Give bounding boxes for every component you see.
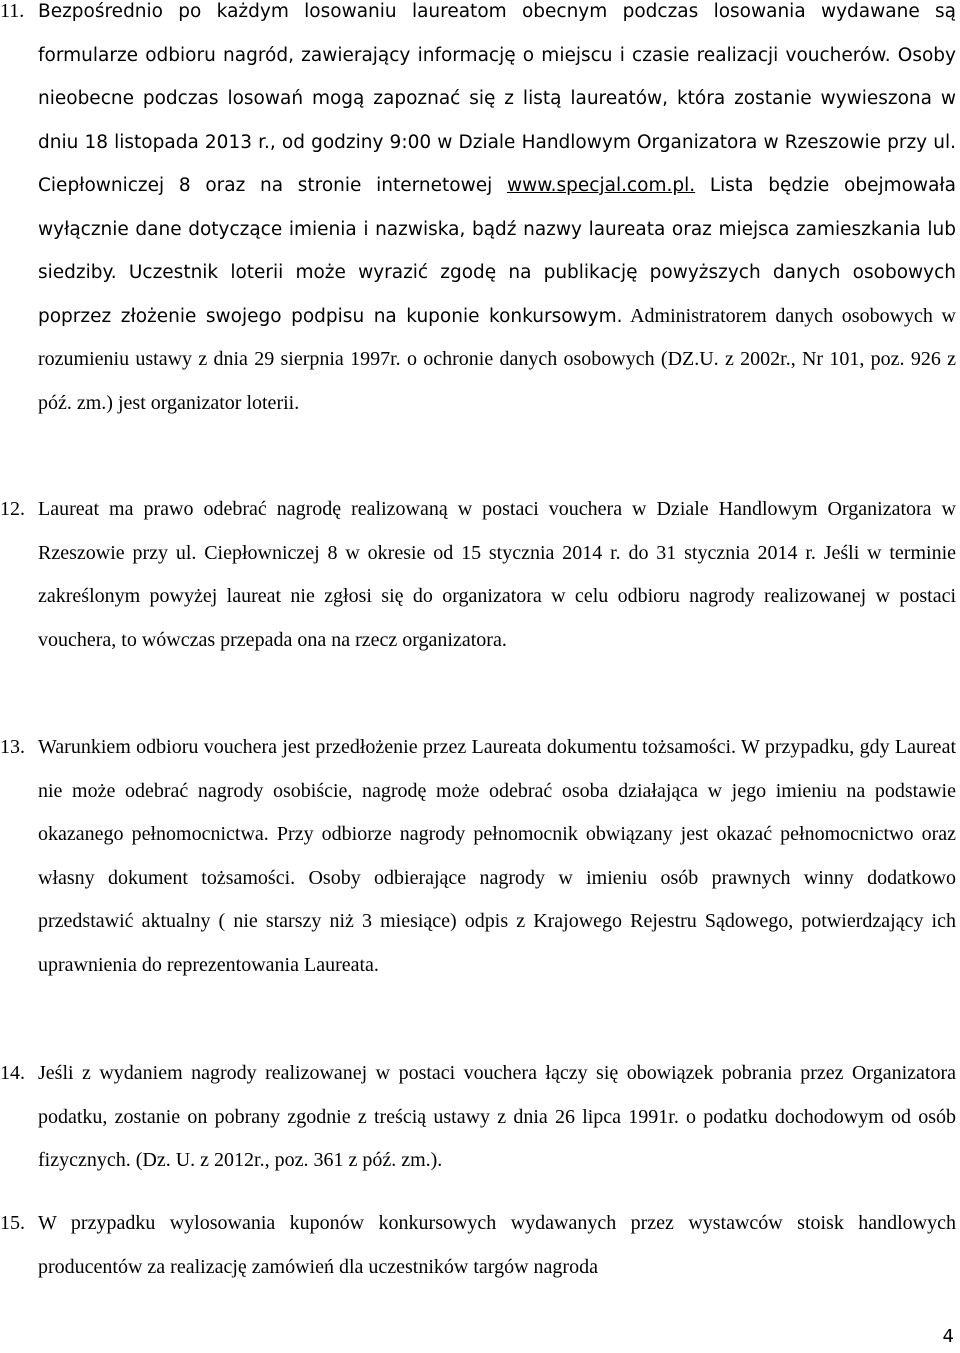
- item-text: [38, 1202, 956, 1289]
- text-segment: Lista będzie obejmowała wyłącznie dane dotyczące imienia i nazwiska, bądź nazwy laureata oraz miejsca zamieszkania lub siedziby.: [38, 175, 956, 283]
- item-text: [38, 1052, 956, 1183]
- item-text: [38, 726, 956, 987]
- item-number: 12.: [0, 498, 25, 520]
- text-segment: , od godziny 9:00 w Dziale Handlowym Organizatora w Rzeszowie przy ul. Ciepłowniczej 8 oraz na stronie internetowej: [38, 131, 956, 196]
- text-segment: Warunkiem odbioru vouchera jest przedłożenie przez Laureata dokumentu tożsamości. W przypadku, gdy Laureat nie może odebrać nagrody osobiście, nagrodę może odebrać osoba działająca w jego imieniu na podstawie okazanego pełnomocnictwa. Przy odbiorze nagrody pełnomocnik obwiązany jest okazać pełnomocnictwo oraz własny dokument tożsamości. Osoby odbierające nagrody w imieniu osób prawnych winny dodatkowo przedstawić aktualny ( nie starszy niż 3 miesiące) odpis z Krajowego Rejestru Sądowego, potwierdzający ich uprawnienia do reprezentowania Laureata.: [38, 736, 956, 976]
- item-number: 15.: [0, 1212, 25, 1234]
- item-number: 11.: [0, 0, 25, 22]
- text-segment: W przypadku wylosowania kuponów konkursowych wydawanych przez wystawców stoisk handlowych producentów za realizację zamówień dla uczestników targów nagroda: [38, 1212, 956, 1278]
- item-text: [38, 0, 956, 425]
- item-number: 13.: [0, 736, 25, 758]
- website-link[interactable]: www.specjal.com.pl.: [506, 175, 696, 196]
- text-segment: Bezpośrednio po każdym losowaniu laureatom obecnym podczas losowania wydawane są formularze odbioru nagród, zawierający informację o miejscu i czasie realizacji voucherów. Osoby nieobecne podczas losowań mogą zapoznać się z listą laureatów, która zostanie wywieszona w dniu 18 listopada 2013 r.: [38, 1, 956, 153]
- item-number: 14.: [0, 1062, 25, 1084]
- page-number: 4: [942, 1326, 954, 1347]
- text-segment: Jeśli z wydaniem nagrody realizowanej w postaci vouchera łączy się obowiązek pobrania przez Organizatora podatku, zostanie on pobrany zgodnie z treścią ustawy z dnia 26 lipca 1991r. o podatku dochodowym od osób fizycznych. (Dz. U. z 2012r., poz. 361 z póź. zm.).: [38, 1062, 956, 1171]
- text-segment: Administratorem danych osobowych w rozumieniu ustawy z dnia 29 sierpnia 1997r. o ochronie danych osobowych (DZ.U. z 2002r., Nr 101, poz. 926 z póź. zm.) jest organizator loterii.: [38, 304, 956, 414]
- item-text: [38, 488, 956, 662]
- text-segment: Uczestnik loterii może wyrazić zgodę na publikację powyższych danych osobowych poprzez złożenie swojego podpisu na kuponie konkursowym.: [38, 262, 956, 327]
- text-segment: Laureat ma prawo odebrać nagrodę realizowaną w postaci vouchera w Dziale Handlowym Organizatora w Rzeszowie przy ul. Ciepłowniczej 8 w okresie od 15 stycznia 2014 r. do 31 stycznia 2014 r. Jeśli w terminie zakreślonym powyżej laureat nie zgłosi się do organizatora w celu odbioru nagrody realizowanej w postaci vouchera, to wówczas przepada ona na rzecz organizatora.: [38, 498, 956, 651]
